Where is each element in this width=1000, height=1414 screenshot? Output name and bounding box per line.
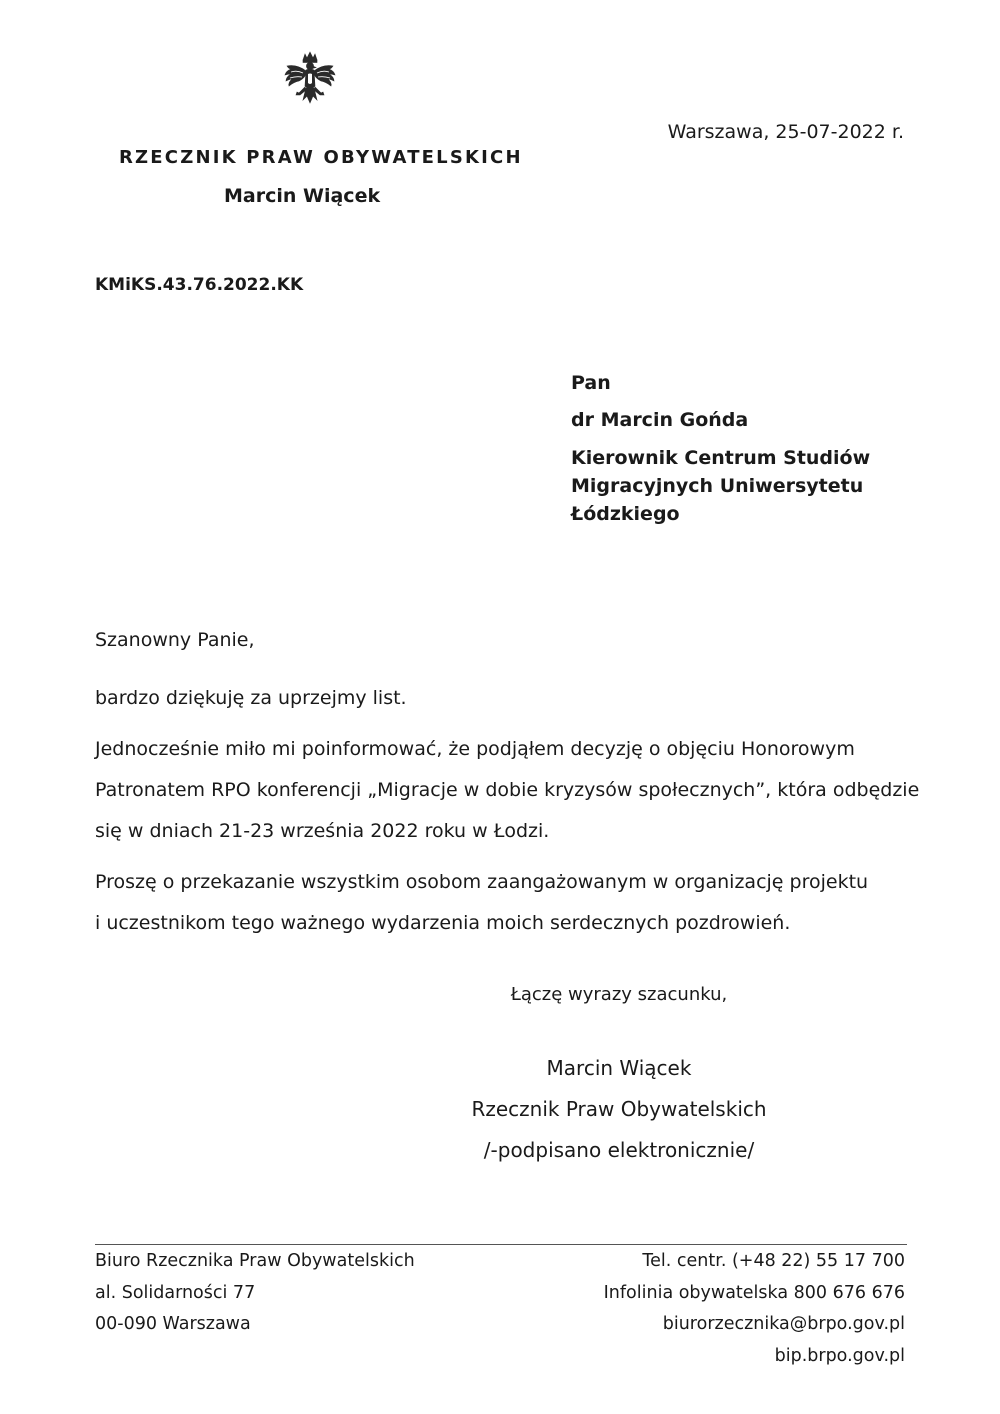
institution-name: RZECZNIK PRAW OBYWATELSKICH: [119, 147, 523, 168]
footer-address: [95, 1246, 415, 1341]
paragraph-greetings-line: Proszę o przekazanie wszystkim osobom zaangażowanym w organizację projektu: [95, 871, 869, 893]
footer-office: Biuro Rzecznika Praw Obywatelskich: [95, 1251, 415, 1271]
footer-city: 00-090 Warszawa: [95, 1314, 251, 1334]
paragraph-patronage-line: się w dniach 21-23 września 2022 roku w Łodzi.: [95, 820, 550, 842]
signature-note: /-podpisano elektronicznie/: [483, 1138, 755, 1162]
paragraph-greetings-line: i uczestnikom tego ważnego wydarzenia moich serdecznych pozdrowień.: [95, 912, 791, 934]
footer-divider: [95, 1244, 907, 1245]
eagle-emblem-icon: [279, 50, 341, 112]
recipient-name: dr Marcin Gońda: [571, 409, 749, 431]
closing: Łączę wyrazy szacunku,: [510, 984, 728, 1005]
reference-number: KMiKS.43.76.2022.KK: [95, 275, 304, 295]
recipient-title-line: Kierownik Centrum Studiów: [571, 447, 871, 469]
greeting: Szanowny Panie,: [95, 629, 255, 651]
footer-website[interactable]: bip.brpo.gov.pl: [774, 1345, 905, 1366]
ombudsman-name: Marcin Wiącek: [224, 185, 381, 207]
footer-phone: Tel. centr. (+48 22) 55 17 700: [642, 1251, 905, 1271]
footer-contact: [604, 1246, 905, 1372]
paragraph-thanks: bardzo dziękuję za uprzejmy list.: [95, 687, 407, 709]
letter-date: Warszawa, 25-07-2022 r.: [667, 121, 904, 143]
recipient-salutation: Pan: [571, 372, 611, 394]
paragraph-patronage-line: Patronatem RPO konferencji „Migracje w dobie kryzysów społecznych”, która odbędzie: [95, 779, 920, 801]
recipient-title: [571, 444, 870, 528]
footer-street: al. Solidarności 77: [95, 1282, 256, 1303]
signature-name: Marcin Wiącek: [546, 1056, 692, 1080]
paragraph-patronage-line: Jednocześnie miło mi poinformować, że podjąłem decyzję o objęciu Honorowym: [95, 738, 855, 760]
footer-email[interactable]: biurorzecznika@brpo.gov.pl: [662, 1314, 905, 1334]
signature-role: Rzecznik Praw Obywatelskich: [471, 1097, 767, 1121]
recipient-title-line: Łódzkiego: [571, 503, 680, 525]
recipient-title-line: Migracyjnych Uniwersytetu: [571, 475, 864, 497]
footer-hotline: Infolinia obywatelska 800 676 676: [603, 1282, 905, 1303]
